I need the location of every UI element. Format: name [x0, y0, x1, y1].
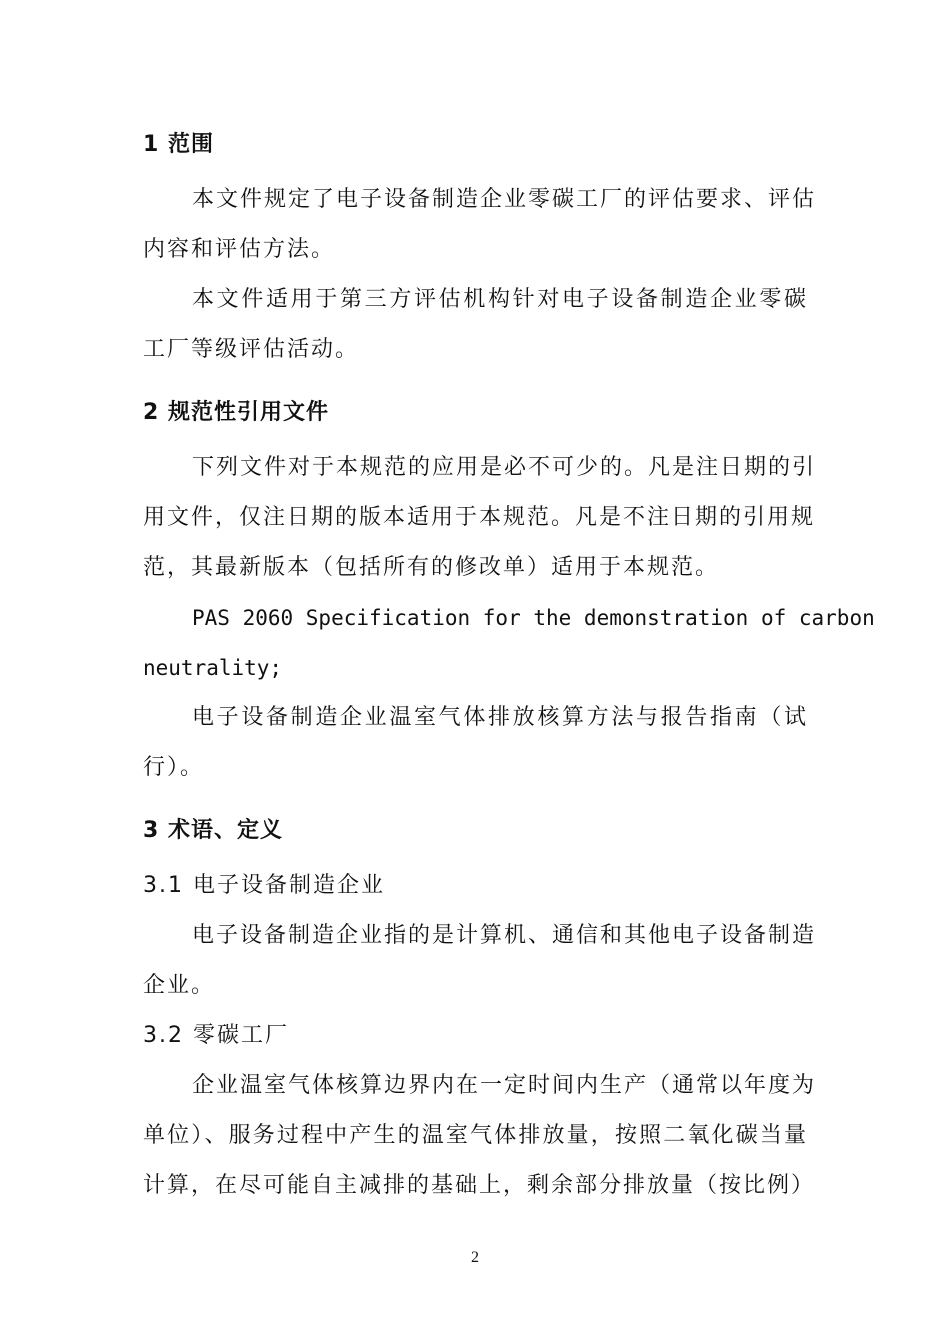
reference-guideline-line-2: 行）。	[143, 755, 205, 780]
section-1-para-1-line-2: 内容和评估方法。	[143, 237, 336, 262]
section-1-heading: 1 范围	[143, 132, 214, 157]
reference-guideline-line-1: 电子设备制造企业温室气体排放核算方法与报告指南（试	[192, 705, 808, 730]
section-2-para-1-line-3: 范，其最新版本（包括所有的修改单）适用于本规范。	[143, 555, 720, 580]
term-3-1-title: 3.1 电子设备制造企业	[143, 873, 385, 898]
page-number: 2	[471, 1249, 479, 1266]
term-3-1-definition-line-1: 电子设备制造企业指的是计算机、通信和其他电子设备制造	[192, 923, 817, 948]
term-3-2-definition-line-3: 计算，在尽可能自主减排的基础上，剩余部分排放量（按比例）	[143, 1173, 816, 1198]
reference-pas2060-line-1: PAS 2060 Specification for the demonstration of carbon	[192, 606, 875, 630]
section-2-para-1-line-2: 用文件，仅注日期的版本适用于本规范。凡是不注日期的引用规	[143, 505, 816, 530]
reference-pas2060-line-2: neutrality;	[143, 656, 283, 680]
section-2-para-1-line-1: 下列文件对于本规范的应用是必不可少的。凡是注日期的引	[192, 455, 817, 480]
section-1-para-1-line-1: 本文件规定了电子设备制造企业零碳工厂的评估要求、评估	[192, 187, 817, 212]
section-3-heading: 3 术语、定义	[143, 818, 283, 843]
term-3-2-definition-line-2: 单位）、服务过程中产生的温室气体排放量，按照二氧化碳当量	[143, 1123, 808, 1148]
term-3-2-title: 3.2 零碳工厂	[143, 1023, 289, 1048]
term-3-2-definition-line-1: 企业温室气体核算边界内在一定时间内生产（通常以年度为	[192, 1073, 817, 1098]
term-3-1-definition-line-2: 企业。	[143, 973, 216, 998]
section-1-para-2-line-2: 工厂等级评估活动。	[143, 337, 360, 362]
section-1-para-2-line-1: 本文件适用于第三方评估机构针对电子设备制造企业零碳	[192, 287, 808, 312]
section-2-heading: 2 规范性引用文件	[143, 400, 329, 425]
